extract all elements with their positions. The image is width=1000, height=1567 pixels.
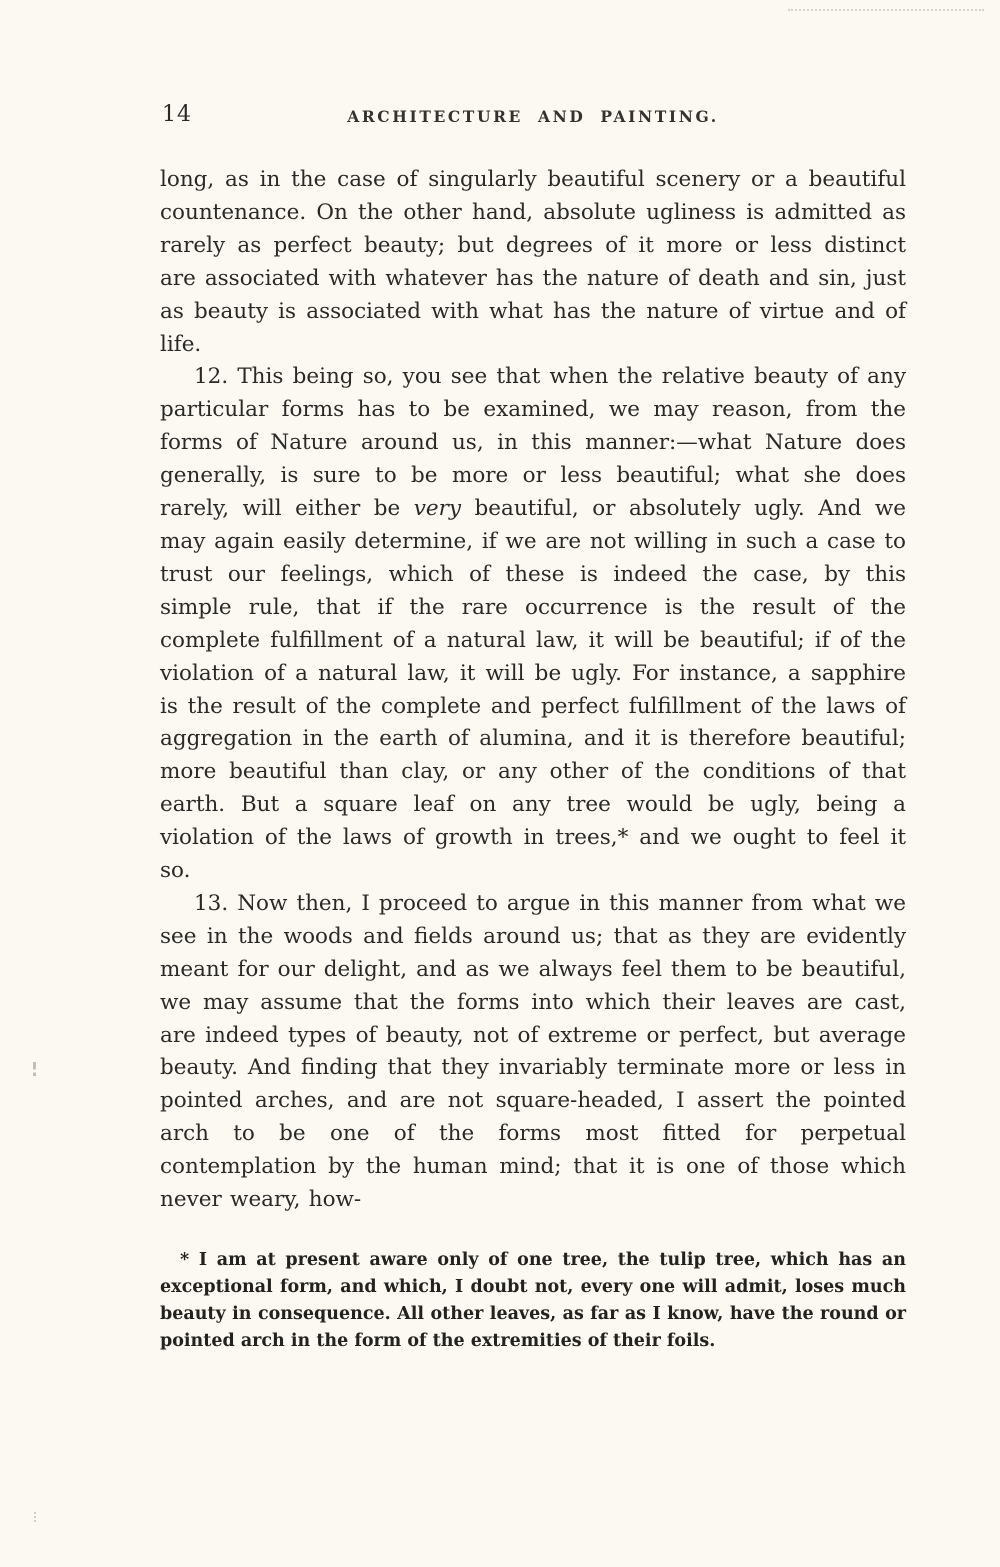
- page-number: 14: [162, 102, 192, 127]
- text-segment: 12. This being so, you see that when the relative beauty of any particular forms has to be examined, we may reason, from the forms of Nature around us, in this manner:—what Nature does generally, is sure to be more or less beautiful; what she does rarely, will either be: [160, 364, 906, 522]
- body-text: [160, 164, 906, 1217]
- text-segment: long, as in the case of singularly beautiful scenery or a beautiful countenance. On the other hand, absolute ugliness is admitted as rarely as perfect beauty; but degrees of it more or less distinct are associated with whatever has the nature of death and sin, just as beauty is associated with what has the nature of virtue and of life.: [160, 167, 906, 357]
- running-header: ARCHITECTURE AND PAINTING.: [347, 107, 719, 126]
- text-segment: 13. Now then, I proceed to argue in this manner from what we see in the woods and fields around us; that as they are evidently meant for our delight, and as we always feel them to be beautiful, we may assume that the forms into which their leaves are cast, are indeed types of beauty, not of extreme or perfect, but average beauty. And finding that they invariably terminate more or less in pointed arches, and are not square-headed, I assert the pointed arch to be one of the forms most fitted for perpetual contemplation by the human mind; that it is one of those which never weary, how-: [160, 890, 906, 1213]
- scan-artifact-bottom-dots: [34, 1512, 40, 1522]
- paragraph: [160, 361, 906, 888]
- italic-text: very: [413, 496, 462, 522]
- paragraph: [160, 164, 906, 361]
- footnote-text: * I am at present aware only of one tree, the tulip tree, which has an exceptional form, and which, I doubt not, every one will admit, loses much beauty in consequence. All other leaves, as far as I know, have the round or pointed arch in the form of the extremities of their foils.: [160, 1250, 906, 1351]
- scan-artifact-left-mark: [33, 1062, 36, 1076]
- paragraph: [160, 888, 906, 1217]
- text-segment: beautiful, or absolutely ugly. And we may again easily determine, if we are not willing in such a case to trust our feelings, which of these is indeed the case, by this simple rule, that if the rare occurrence is the result of the complete fulfillment of a natural law, it will be beautiful; if of the violation of a natural law, it will be ugly. For instance, a sapphire is the result of the complete and perfect fulfillment of the laws of aggregation in the earth of alumina, and it is therefore beautiful; more beautiful than clay, or any other of the conditions of that earth. But a square leaf on any tree would be ugly, being a violation of the laws of growth in trees,* and we ought to feel it so.: [160, 496, 907, 884]
- book-page: [160, 102, 906, 1355]
- page-header: [160, 102, 906, 138]
- footnote: [160, 1247, 906, 1355]
- scan-artifact-dotted-line: [788, 9, 984, 11]
